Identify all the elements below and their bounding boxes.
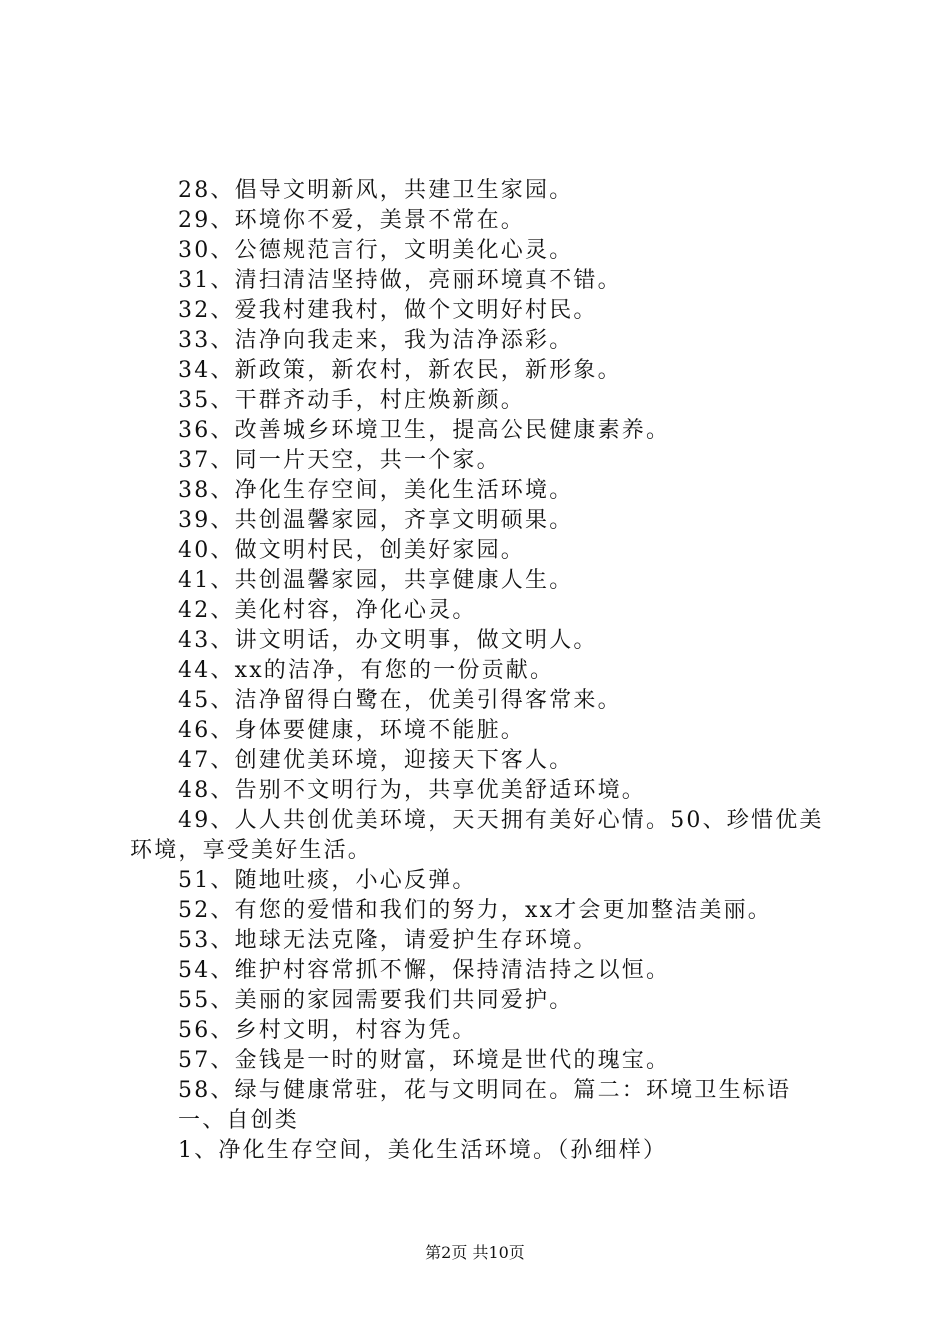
slogan-line: 37、同一片天空，共一个家。 (178, 448, 501, 473)
slogan-line: 55、美丽的家园需要我们共同爱护。 (178, 988, 574, 1013)
slogan-line: 40、做文明村民，创美好家园。 (178, 538, 525, 563)
slogan-line: 1、净化生存空间，美化生活环境。（孙细样） (178, 1138, 668, 1163)
slogan-line: 47、创建优美环境，迎接天下客人。 (178, 748, 574, 773)
slogan-line: 34、新政策，新农村，新农民，新形象。 (178, 358, 622, 383)
slogan-line: 52、有您的爱惜和我们的努力，xx才会更加整洁美丽。 (178, 898, 773, 923)
document-body (130, 176, 836, 1166)
slogan-line: 29、环境你不爱，美景不常在。 (178, 208, 525, 233)
slogan-line: 48、告别不文明行为，共享优美舒适环境。 (178, 778, 646, 803)
page-footer: 第2页 共10页 (425, 1243, 525, 1262)
slogan-line: 41、共创温馨家园，共享健康人生。 (178, 568, 574, 593)
slogan-line: 53、地球无法克隆，请爱护生存环境。 (178, 928, 598, 953)
slogan-line: 31、清扫清洁坚持做，亮丽环境真不错。 (178, 268, 622, 293)
slogan-line: 38、净化生存空间，美化生活环境。 (178, 478, 574, 503)
slogan-line: 35、干群齐动手，村庄焕新颜。 (178, 388, 525, 413)
slogan-line: 44、xx的洁净，有您的一份贡献。 (178, 658, 555, 683)
slogan-line: 42、美化村容，净化心灵。 (178, 598, 477, 623)
slogan-line: 54、维护村容常抓不懈，保持清洁持之以恒。 (178, 958, 671, 983)
slogan-line: 33、洁净向我走来，我为洁净添彩。 (178, 328, 574, 353)
slogan-line: 46、身体要健康，环境不能脏。 (178, 718, 525, 743)
slogan-line: 56、乡村文明，村容为凭。 (178, 1018, 477, 1043)
slogan-line: 28、倡导文明新风，共建卫生家园。 (178, 178, 574, 203)
slogan-line: 32、爱我村建我村，做个文明好村民。 (178, 298, 598, 323)
slogan-line: 51、随地吐痰，小心反弹。 (178, 868, 477, 893)
slogan-line: 45、洁净留得白鹭在，优美引得客常来。 (178, 688, 622, 713)
section-heading: 一、自创类 (178, 1108, 300, 1133)
slogan-paragraph: 49、人人共创优美环境，天天拥有美好心情。50、珍惜优美环境，享受美好生活。 (130, 808, 824, 863)
slogan-line: 30、公德规范言行，文明美化心灵。 (178, 238, 574, 263)
slogan-line: 43、讲文明话，办文明事，做文明人。 (178, 628, 598, 653)
slogan-line: 58、绿与健康常驻，花与文明同在。篇二：环境卫生标语 (178, 1078, 792, 1103)
slogan-line: 39、共创温馨家园，齐享文明硕果。 (178, 508, 574, 533)
slogan-line: 57、金钱是一时的财富，环境是世代的瑰宝。 (178, 1048, 671, 1073)
slogan-line: 36、改善城乡环境卫生，提高公民健康素养。 (178, 418, 671, 443)
